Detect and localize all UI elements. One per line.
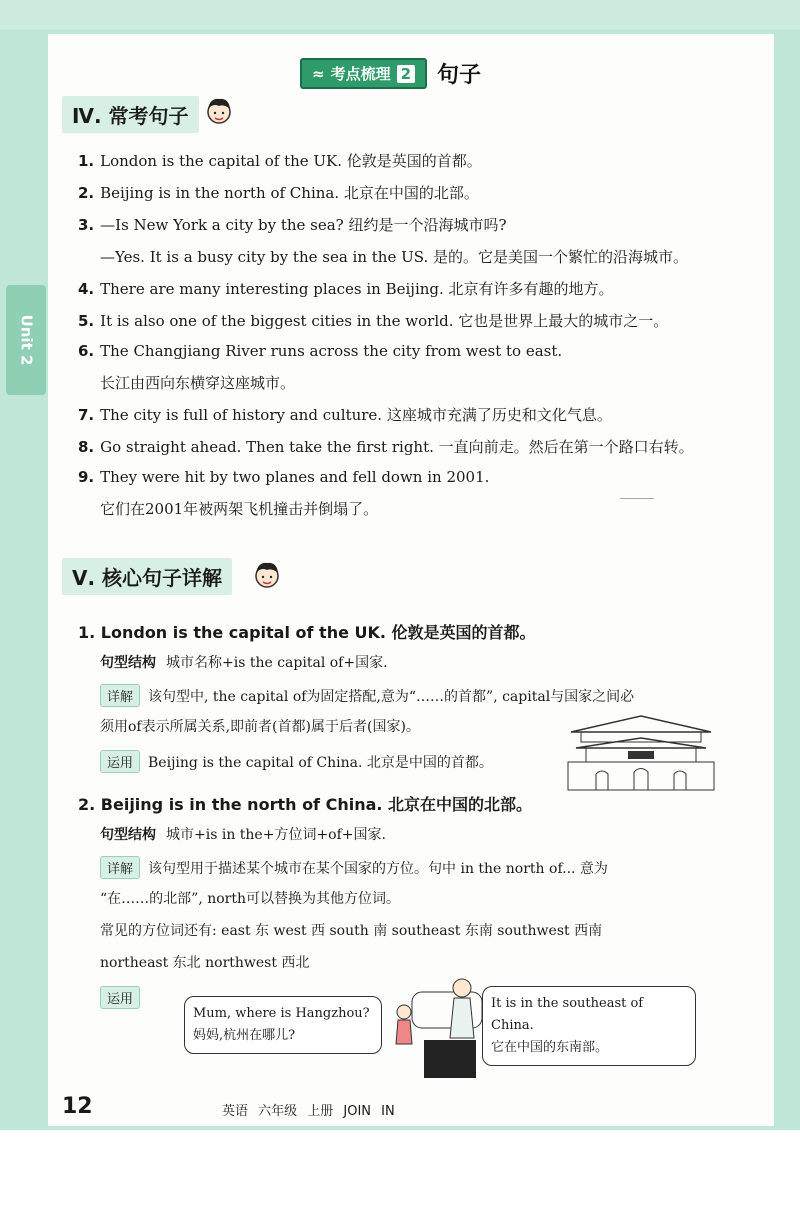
student-face-icon	[250, 558, 284, 592]
waves-icon: ≈	[312, 64, 325, 83]
page-number: 12	[62, 1094, 93, 1119]
student-face-icon	[202, 94, 236, 128]
sentence-8: 8. Go straight ahead. Then take the first right. 一直向前走。然后在第一个路口右转。	[78, 438, 694, 456]
point-2-use: 运用	[100, 986, 148, 1009]
point-1-heading: 1. London is the capital of the UK. 伦敦是英国的首都。	[78, 623, 536, 642]
point-1-use: 运用 Beijing is the capital of China. 北京是中国的首都。	[100, 750, 493, 773]
sentence-9: 9. They were hit by two planes and fell down in 2001.	[78, 468, 490, 486]
point-2-detail-cont: “在……的北部”, north可以替换为其他方位词。	[100, 891, 400, 907]
divider	[620, 498, 654, 499]
tiananmen-illustration	[566, 712, 716, 792]
sentence-1: 1. London is the capital of the UK. 伦敦是英国的首都。	[78, 152, 482, 170]
topic-badge	[300, 58, 427, 89]
sentence-5: 5. It is also one of the biggest cities in the world. 它也是世界上最大的城市之一。	[78, 312, 669, 330]
unit-side-tab	[6, 285, 46, 395]
point-1-detail: 详解 该句型中, the capital of为固定搭配,意为“……的首都”, capital与国家之间必	[100, 684, 634, 707]
section-4-title: Ⅳ. 常考句子	[62, 96, 199, 133]
sentence-6-translation: 长江由西向东横穿这座城市。	[100, 374, 296, 392]
sentence-7: 7. The city is full of history and culture. 这座城市充满了历史和文化气息。	[78, 406, 612, 424]
badge-label: 考点梳理	[330, 65, 391, 83]
sentence-4: 4. There are many interesting places in Beijing. 北京有许多有趣的地方。	[78, 280, 614, 298]
sentence-3-answer: —Yes. It is a busy city by the sea in the US. 是的。它是美国一个繁忙的沿海城市。	[100, 248, 689, 266]
speech-bubble-mother	[482, 986, 696, 1066]
direction-words: 常见的方位词还有: east 东 west 西 south 南 southeast 东南 southwest 西南	[100, 923, 603, 939]
point-2-heading: 2. Beijing is in the north of China. 北京在中国的北部。	[78, 795, 533, 814]
bubble-mother-chinese: 它在中国的东南部。	[491, 1040, 609, 1055]
page-header	[300, 58, 481, 89]
badge-number: 2	[397, 65, 415, 83]
section-5-title: Ⅴ. 核心句子详解	[62, 558, 232, 595]
point-1-detail-cont: 须用of表示所属关系,即前者(首都)属于后者(国家)。	[100, 719, 420, 735]
sentence-9-translation: 它们在2001年被两架飞机撞击并倒塌了。	[100, 500, 379, 518]
page-title: 句子	[437, 63, 482, 88]
direction-words-cont: northeast 东北 northwest 西北	[100, 955, 310, 971]
speech-bubble-child	[184, 996, 382, 1054]
point-2-detail: 详解 该句型用于描述某个城市在某个国家的方位。句中 in the north of... 意为	[100, 856, 608, 879]
sentence-6: 6. The Changjiang River runs across the city from west to east.	[78, 342, 563, 360]
mother-child-illustration	[382, 972, 494, 1082]
point-2-structure: 句型结构 城市+is in the+方位词+of+国家.	[100, 827, 386, 843]
sentence-3: 3. —Is New York a city by the sea? 纽约是一个沿海城市吗?	[78, 216, 507, 234]
bubble-mother-english: It is in the southeast of China.	[491, 996, 644, 1033]
point-1-structure: 句型结构 城市名称+is the capital of+国家.	[100, 655, 388, 671]
unit-tab-label: Unit 2	[17, 314, 35, 366]
bubble-child-chinese: 妈妈,杭州在哪儿?	[193, 1028, 296, 1043]
bubble-child-english: Mum, where is Hangzhou?	[193, 1006, 370, 1021]
page-border-top	[0, 0, 800, 30]
book-info: 英语 六年级 上册 JOIN IN	[222, 1104, 395, 1119]
sentence-2: 2. Beijing is in the north of China. 北京在中国的北部。	[78, 184, 479, 202]
